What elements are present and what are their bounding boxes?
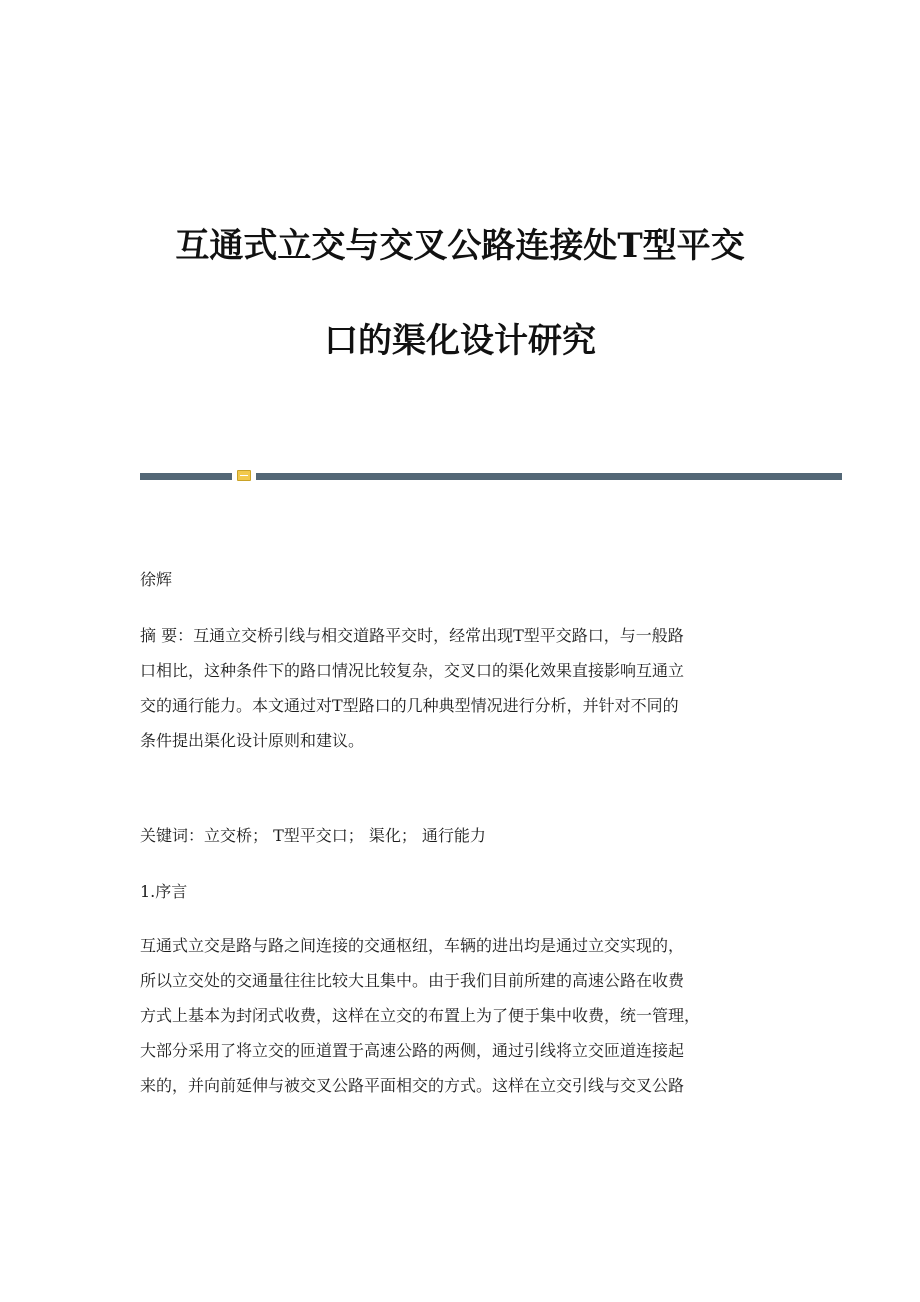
abstract-line: 摘 要：互通立交桥引线与相交道路平交时，经常出现T型平交路口，与一般路 [140, 626, 684, 645]
section-heading: 1.序言 [140, 882, 188, 901]
intro-line: 所以立交处的交通量往往比较大且集中。由于我们目前所建的高速公路在收费 [140, 971, 685, 990]
title-divider [140, 470, 842, 482]
intro-line: 大部分采用了将立交的匝道置于高速公路的两侧，通过引线将立交匝道连接起 [140, 1041, 685, 1060]
divider-ornament-icon [237, 470, 251, 481]
abstract-line: 交的通行能力。本文通过对T型路口的几种典型情况进行分析，并针对不同的 [140, 696, 679, 715]
document-title-line-2: 口的渠化设计研究 [324, 321, 596, 361]
abstract-line: 条件提出渠化设计原则和建议。 [140, 731, 365, 750]
intro-line: 互通式立交是路与路之间连接的交通枢纽，车辆的进出均是通过立交实现的， [140, 936, 685, 955]
abstract-line: 口相比，这种条件下的路口情况比较复杂，交叉口的渠化效果直接影响互通立 [140, 661, 685, 680]
intro-line: 方式上基本为封闭式收费，这样在立交的布置上为了便于集中收费，统一管理， [140, 1006, 701, 1025]
divider-bar-right [256, 473, 842, 480]
document-title-line-1: 互通式立交与交叉公路连接处T型平交 [175, 226, 745, 266]
keywords-line: 关键词：立交桥； T型平交口； 渠化； 通行能力 [140, 826, 486, 845]
abstract-paragraph [140, 618, 790, 758]
intro-paragraph [140, 928, 790, 1103]
intro-line: 来的，并向前延伸与被交叉公路平面相交的方式。这样在立交引线与交叉公路 [140, 1076, 685, 1095]
author-name: 徐辉 [140, 570, 173, 589]
divider-bar-left [140, 473, 232, 480]
